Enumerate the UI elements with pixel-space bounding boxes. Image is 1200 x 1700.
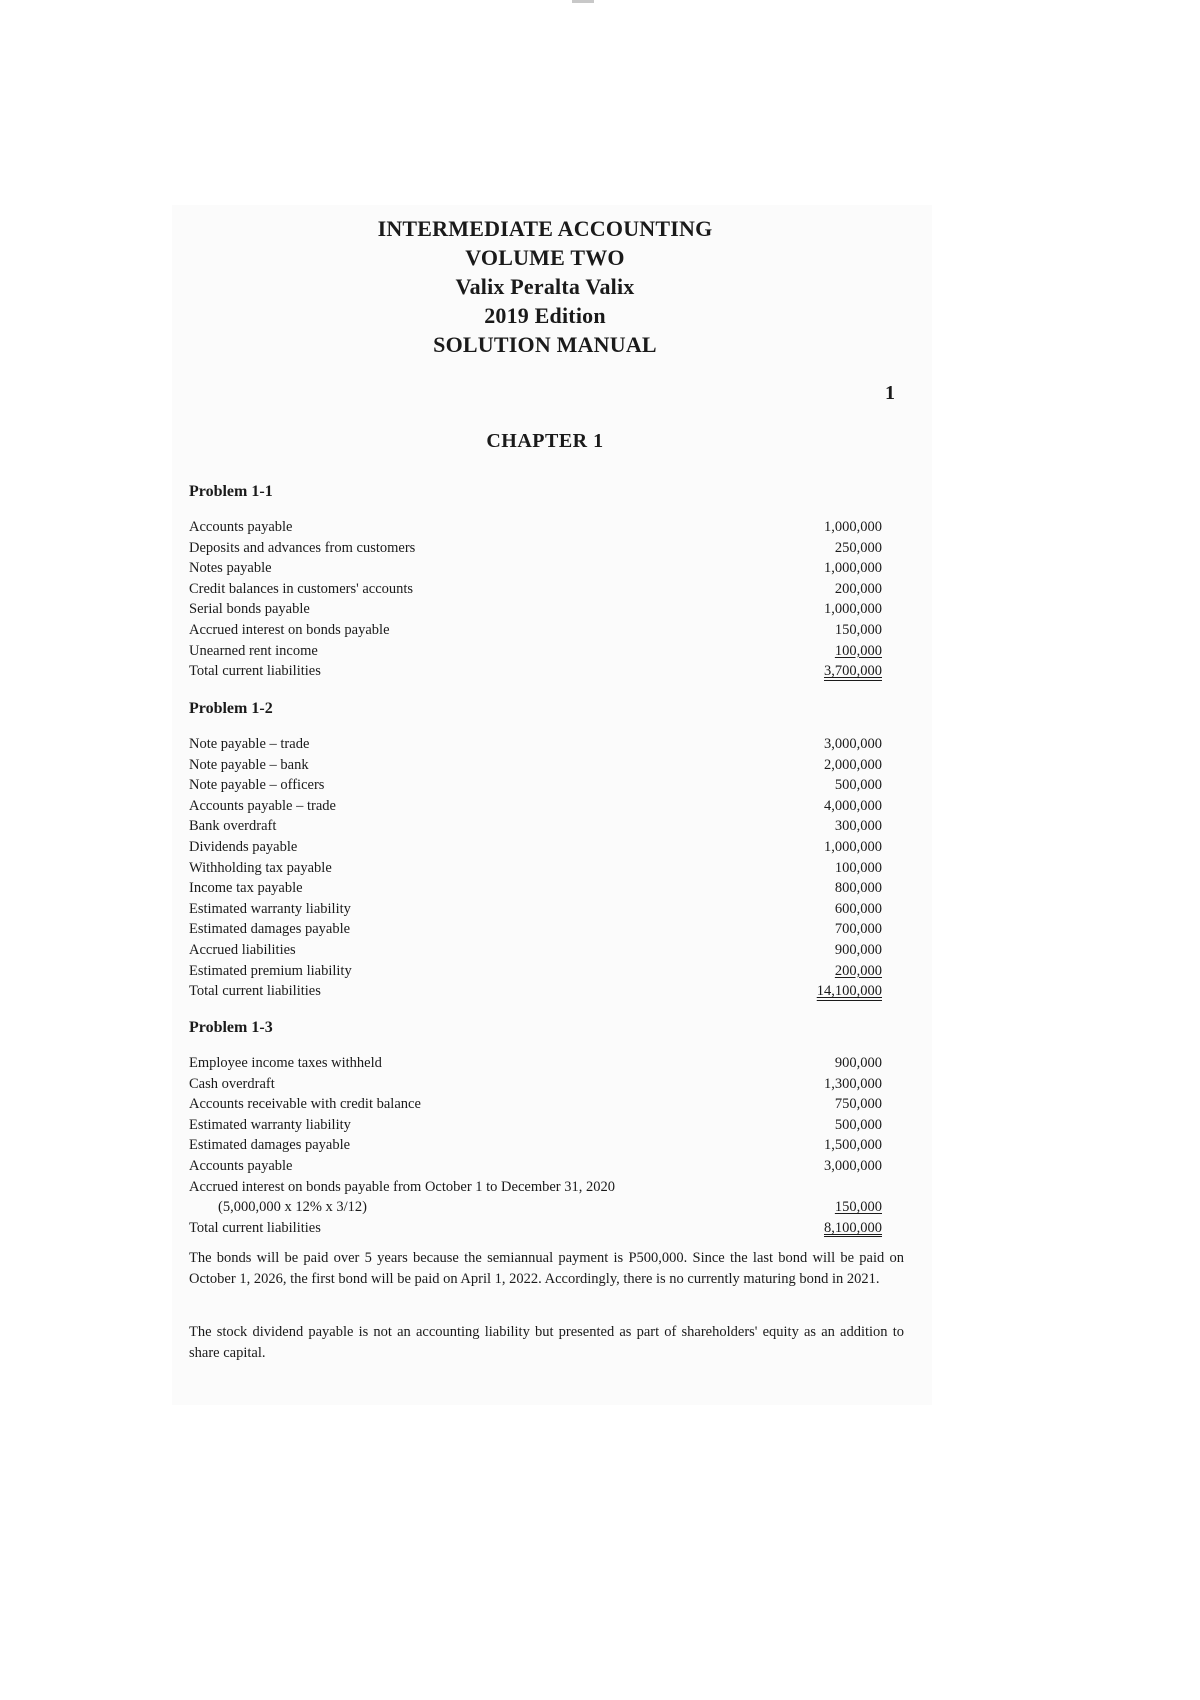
row-amount: 100,000: [834, 642, 882, 659]
table-row: [189, 899, 882, 920]
table-row: [189, 620, 882, 641]
row-label: Deposits and advances from customers: [189, 539, 416, 556]
row-amount: 3,000,000: [824, 1157, 882, 1174]
row-label: Note payable – bank: [189, 756, 309, 773]
total-amount: 14,100,000: [816, 983, 882, 1000]
row-label: Unearned rent income: [189, 642, 318, 659]
problem-1-2: [189, 698, 882, 1002]
row-label: Estimated warranty liability: [189, 900, 351, 917]
table-row: [189, 755, 882, 776]
table-row: [189, 1156, 882, 1177]
row-amount: 600,000: [834, 900, 882, 917]
row-label: Estimated damages payable: [189, 1137, 351, 1154]
row-label: Accounts payable: [189, 519, 293, 535]
chapter-heading: CHAPTER 1: [486, 430, 604, 452]
row-amount: 150,000: [834, 621, 882, 638]
row-label: Notes payable: [189, 560, 272, 577]
row-amount: 700,000: [834, 921, 882, 938]
problem-1-3: [189, 1017, 882, 1238]
table-row: [189, 1053, 882, 1074]
liability-list: [189, 734, 882, 1002]
table-row: [189, 1177, 882, 1198]
row-amount: 200,000: [834, 962, 882, 979]
table-row: [189, 796, 882, 817]
title-line-volume: VOLUME TWO: [465, 245, 625, 270]
row-amount: 500,000: [834, 777, 882, 794]
row-amount: 1,000,000: [824, 560, 882, 577]
row-label: Estimated damages payable: [189, 921, 351, 938]
table-row: [189, 1115, 882, 1136]
table-row: [189, 734, 882, 755]
row-amount: 900,000: [834, 1055, 882, 1071]
row-amount: 300,000: [834, 818, 882, 835]
total-amount: 8,100,000: [824, 1219, 882, 1236]
row-label: Cash overdraft: [189, 1075, 275, 1092]
row-amount: 1,500,000: [824, 1137, 882, 1154]
table-row: [189, 579, 882, 600]
table-row: [189, 775, 882, 796]
row-label: Note payable – officers: [189, 777, 325, 794]
row-amount: 200,000: [834, 580, 882, 597]
row-amount: 800,000: [834, 880, 882, 897]
problem-1-1: [189, 481, 882, 682]
problem-title: Problem 1-2: [189, 700, 273, 717]
table-row: [189, 558, 882, 579]
row-amount: 500,000: [834, 1116, 882, 1133]
row-amount: 250,000: [834, 539, 882, 556]
row-label: Bank overdraft: [189, 818, 277, 835]
row-label: Income tax payable: [189, 880, 303, 897]
row-label: Accrued liabilities: [189, 941, 296, 958]
table-row: [189, 837, 882, 858]
row-label: Note payable – trade: [189, 736, 310, 752]
total-label: Total current liabilities: [189, 663, 321, 680]
table-row: [189, 816, 882, 837]
row-label: Credit balances in customers' accounts: [189, 580, 414, 597]
row-label: Estimated warranty liability: [189, 1116, 351, 1133]
row-label: Accounts payable: [189, 1157, 293, 1174]
row-label: Accrued interest on bonds payable from October 1 to December 31, 2020: [189, 1178, 616, 1195]
row-label: Estimated premium liability: [189, 962, 352, 979]
title-line-authors: Valix Peralta Valix: [455, 274, 635, 299]
row-amount: 900,000: [834, 941, 882, 958]
row-label: Accrued interest on bonds payable: [189, 621, 390, 638]
table-row: [189, 538, 882, 559]
row-amount: 1,300,000: [824, 1075, 882, 1092]
row-amount: 1,000,000: [824, 519, 882, 535]
table-row: [189, 517, 882, 538]
row-amount: 150,000: [834, 1199, 882, 1216]
row-amount: 100,000: [834, 859, 882, 876]
row-label: Withholding tax payable: [189, 859, 332, 876]
row-label: Serial bonds payable: [189, 601, 310, 618]
total-label: Total current liabilities: [189, 1219, 321, 1236]
total-label: Total current liabilities: [189, 983, 321, 1000]
row-amount: 1,000,000: [824, 601, 882, 618]
row-amount: 1,000,000: [824, 838, 882, 855]
liability-list: [189, 517, 882, 682]
row-label: Employee income taxes withheld: [189, 1055, 382, 1071]
document-title-block: [0, 214, 1090, 359]
table-row: [189, 919, 882, 940]
row-amount: 3,000,000: [824, 736, 882, 752]
table-row: [189, 961, 882, 982]
total-amount: 3,700,000: [824, 663, 882, 680]
table-row: [189, 599, 882, 620]
row-amount: 4,000,000: [824, 797, 882, 814]
row-label: (5,000,000 x 12% x 3/12): [218, 1199, 368, 1216]
table-row: [189, 1135, 882, 1156]
table-row: [189, 641, 882, 662]
table-row: [189, 858, 882, 879]
row-label: Accounts receivable with credit balance: [189, 1096, 421, 1113]
table-row: [189, 1197, 882, 1218]
table-row: [189, 940, 882, 961]
page-number: 1: [885, 382, 895, 404]
title-line-edition: 2019 Edition: [484, 303, 606, 328]
total-row: [189, 981, 882, 1002]
note-stock-dividend: The stock dividend payable is not an accounting liability but presented as part of shareholders' equity as an addition to share capital.: [189, 1324, 904, 1361]
title-line-course: INTERMEDIATE ACCOUNTING: [377, 216, 713, 241]
title-line-manual: SOLUTION MANUAL: [433, 332, 657, 357]
liability-list: [189, 1053, 882, 1238]
scan-artifact: [572, 0, 594, 3]
row-label: Accounts payable – trade: [189, 797, 336, 814]
table-row: [189, 1074, 882, 1095]
row-amount: 2,000,000: [824, 756, 882, 773]
table-row: [189, 878, 882, 899]
row-label: Dividends payable: [189, 838, 298, 855]
row-amount: 750,000: [834, 1096, 882, 1113]
note-bond-payment: The bonds will be paid over 5 years because the semiannual payment is P500,000. Since the last bond will be paid on October 1, 2026, the first bond will be paid on April 1, 2022. Accordingly, there is no currently maturing bond in 2021.: [189, 1250, 904, 1287]
total-row: [189, 661, 882, 682]
total-row: [189, 1218, 882, 1239]
table-row: [189, 1094, 882, 1115]
problem-title: Problem 1-3: [189, 1019, 273, 1036]
problem-title: Problem 1-1: [189, 483, 273, 500]
